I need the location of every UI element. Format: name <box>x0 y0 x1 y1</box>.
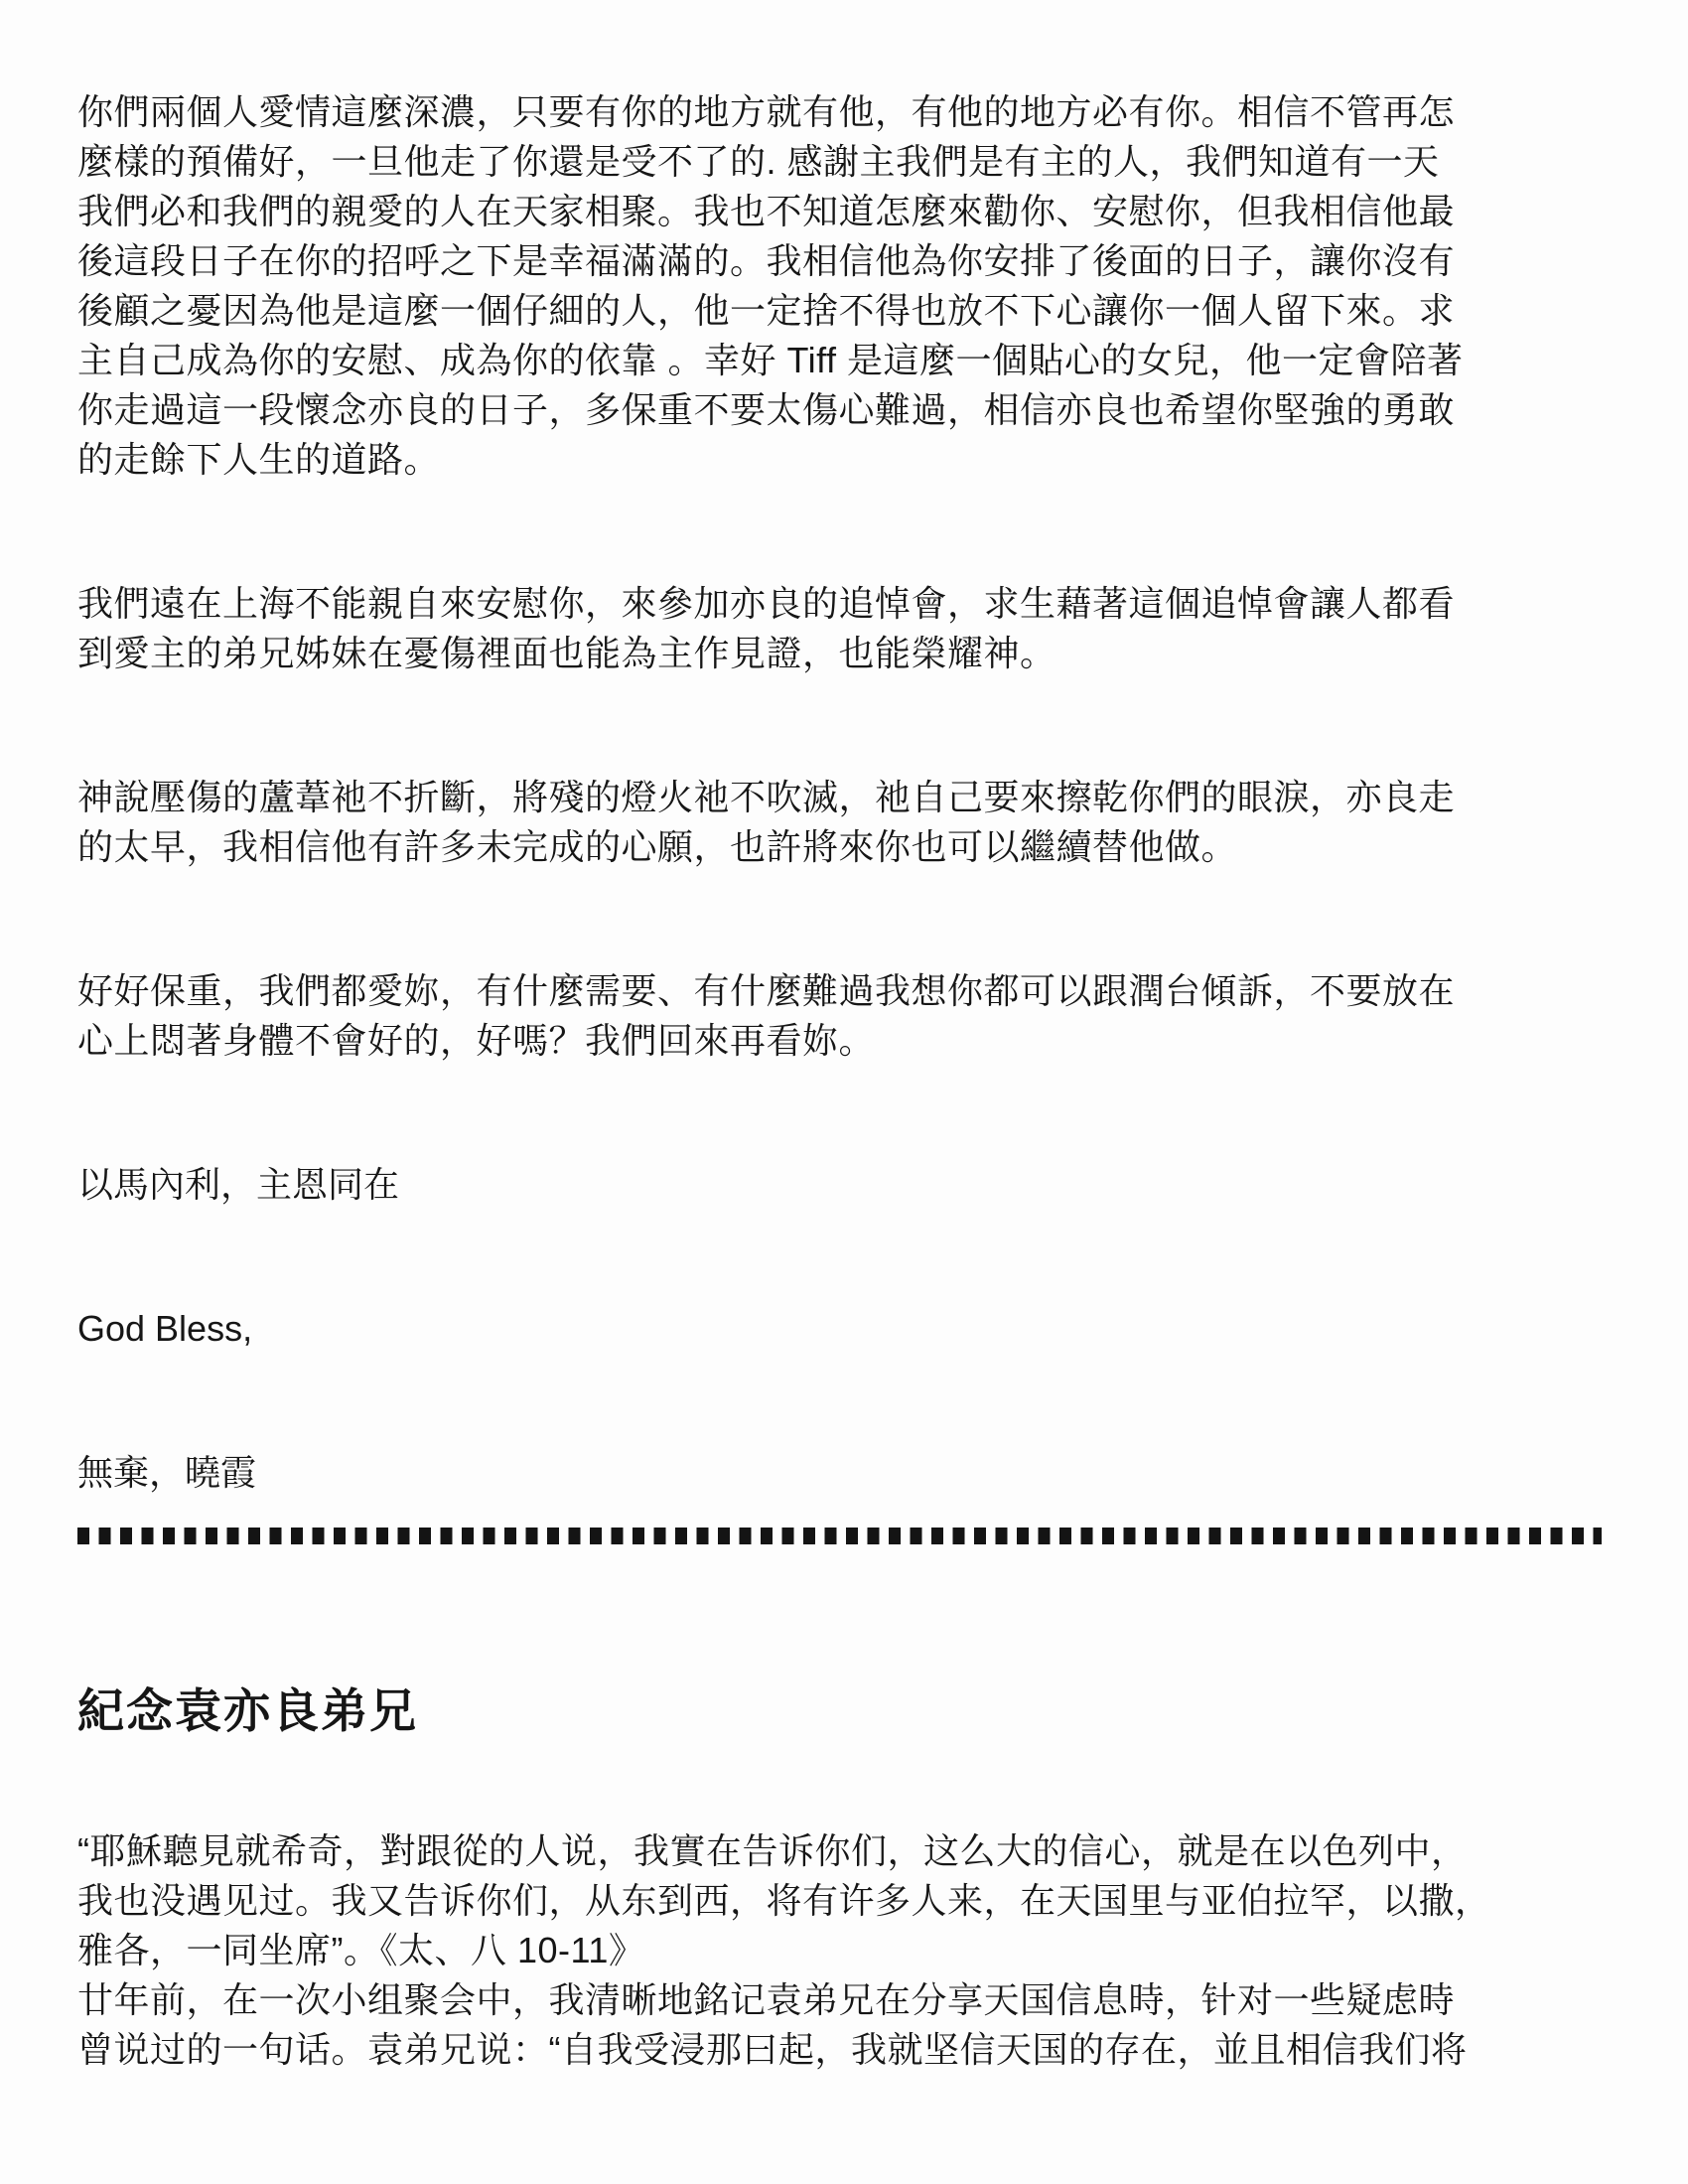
memorial-paragraph-1: “耶穌聽見就希奇，對跟從的人说，我實在告诉你们，这么大的信心，就是在以色列中， 我也没遇见过。我又告诉你们，从东到西，将有许多人来，在天国里与亚伯拉罕，以撒， 雅各，一同坐席”。《太、八 10-11》 廿年前，在一次小组聚会中，我清晰地銘记袁弟兄在分享天国信息時，针对一些疑虑時 曾说过的一句话。袁弟兄说：“自我受浸那曰起，我就坚信天国的存在，並且相信我们将 <box>77 1830 1491 2070</box>
memorial-heading: 紀念袁亦良弟兄 <box>77 1684 418 1737</box>
letter-paragraph-3: 神說壓傷的蘆葦祂不折斷，將殘的燈火祂不吹滅，祂自己要來擦乾你們的眼淚，亦良走 的太早，我相信他有許多未完成的心願，也許將來你也可以繼續替他做。 <box>77 777 1456 867</box>
letter-paragraph-1: 你們兩個人愛情這麼深濃，只要有你的地方就有他，有他的地方必有你。相信不管再怎 麼樣的預備好，一旦他走了你還是受不了的. 感謝主我們是有主的人，我們知道有一天 我們必和我們的親愛的人在天家相聚。我也不知道怎麼來勸你、安慰你，但我相信他最 後這段日子在你的招呼之下是幸福滿滿的。我相信他為你安排了後面的日子，讓你沒有 後顧之憂因為他是這麼一個仔細的人，他一定捨不得也放不下心讓你一個人留下來。求 主自己成為你的安慰、成為你的依靠 。幸好 Tiff 是這麼一個貼心的女兒，他一定會陪著 你走過這一段懷念亦良的日子，多保重不要太傷心難過，相信亦良也希望你堅強的勇敢 的走餘下人生的道路。 <box>77 91 1464 480</box>
letter-paragraph-2: 我們遠在上海不能親自來安慰你，來參加亦良的追悼會，求生藉著這個追悼會讓人都看 到愛主的弟兄姊妹在憂傷裡面也能為主作見證，也能榮耀神。 <box>77 583 1456 673</box>
closing-english: God Bless, <box>77 1308 253 1349</box>
signature: 無棄，曉霞 <box>77 1452 257 1493</box>
closing-blessing: 以馬內利，主恩同在 <box>77 1164 400 1205</box>
letter-paragraph-4: 好好保重，我們都愛妳，有什麼需要、有什麼難過我想你都可以跟潤台傾訴，不要放在 心上悶著身體不會好的，好嗎？我們回來再看妳。 <box>77 970 1456 1061</box>
dotted-divider <box>77 1528 1602 1544</box>
